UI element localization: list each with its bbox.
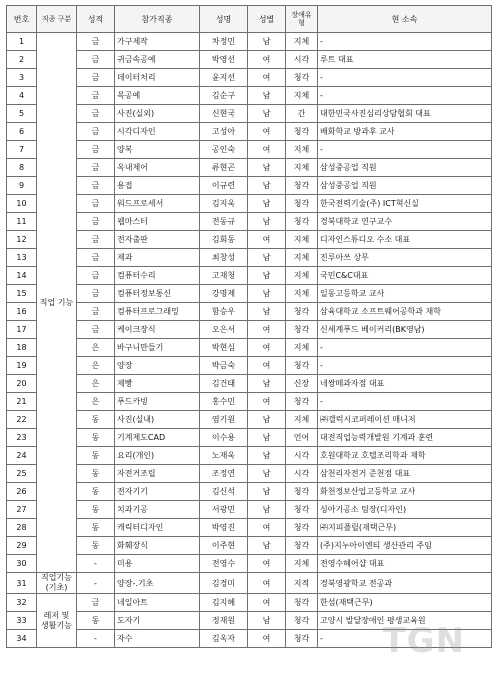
medal-cell: 금 [77, 105, 115, 123]
name-cell: 전영수 [200, 555, 248, 573]
affiliation-cell: 대한민국사진심리상담협회 대표 [318, 105, 492, 123]
name-cell: 김옥자 [200, 630, 248, 648]
row-number: 16 [7, 303, 37, 321]
disability-cell: 지체 [286, 555, 318, 573]
disability-cell: 청각 [286, 213, 318, 231]
medal-cell: 금 [77, 123, 115, 141]
row-number: 8 [7, 159, 37, 177]
sex-cell: 남 [248, 483, 286, 501]
disability-cell: 지적 [286, 573, 318, 594]
disability-cell: 지체 [286, 267, 318, 285]
table-row [7, 483, 492, 501]
medal-cell: - [77, 573, 115, 594]
table-row [7, 51, 492, 69]
medal-cell: 금 [77, 594, 115, 612]
name-cell: 박금숙 [200, 357, 248, 375]
table-row [7, 573, 492, 594]
row-number: 24 [7, 447, 37, 465]
disability-cell: 청각 [286, 321, 318, 339]
sex-cell: 남 [248, 429, 286, 447]
medal-cell: 은 [77, 393, 115, 411]
sex-cell: 남 [248, 375, 286, 393]
table-row [7, 213, 492, 231]
name-cell: 홍수민 [200, 393, 248, 411]
event-cell: 캐릭터디자인 [115, 519, 200, 537]
affiliation-cell: 디자인스튜디오 수소 대표 [318, 231, 492, 249]
disability-cell: 청각 [286, 195, 318, 213]
event-cell: 사진(실외) [115, 105, 200, 123]
sex-cell: 여 [248, 69, 286, 87]
medal-cell: 금 [77, 321, 115, 339]
event-cell: 네일아트 [115, 594, 200, 612]
event-cell: 양장 [115, 357, 200, 375]
affiliation-cell: 대전직업능력개발원 기계과 훈련 [318, 429, 492, 447]
row-number: 31 [7, 573, 37, 594]
sex-cell: 남 [248, 159, 286, 177]
sex-cell: 여 [248, 555, 286, 573]
table-row [7, 303, 492, 321]
sex-cell: 남 [248, 249, 286, 267]
sex-cell: 여 [248, 141, 286, 159]
name-cell: 신현국 [200, 105, 248, 123]
event-cell: 화훼장식 [115, 537, 200, 555]
medal-cell: 금 [77, 51, 115, 69]
sex-cell: 남 [248, 267, 286, 285]
name-cell: 김신석 [200, 483, 248, 501]
affiliation-cell: - [318, 69, 492, 87]
category-leisure: 레저 및 생활기능 [37, 594, 77, 648]
event-cell: 기계제도CAD [115, 429, 200, 447]
sex-cell: 여 [248, 231, 286, 249]
table-row [7, 465, 492, 483]
table-row [7, 69, 492, 87]
disability-cell: 청각 [286, 483, 318, 501]
row-number: 18 [7, 339, 37, 357]
name-cell: 김지욱 [200, 195, 248, 213]
row-number: 12 [7, 231, 37, 249]
header-number: 번호 [7, 6, 37, 33]
affiliation-cell: 진루아쓰 상무 [318, 249, 492, 267]
event-cell: 데이터처리 [115, 69, 200, 87]
disability-cell: 신장 [286, 375, 318, 393]
medal-cell: 금 [77, 249, 115, 267]
affiliation-cell: - [318, 87, 492, 105]
affiliation-cell: ㈜지피플릴(재택근무) [318, 519, 492, 537]
event-cell: 제빵 [115, 375, 200, 393]
watermark-logo: TGN [382, 621, 465, 661]
table-row [7, 267, 492, 285]
table-row [7, 285, 492, 303]
medal-cell: 동 [77, 501, 115, 519]
medal-cell: - [77, 630, 115, 648]
event-cell: 요리(개인) [115, 447, 200, 465]
table-row [7, 159, 492, 177]
disability-cell: 지체 [286, 285, 318, 303]
medal-cell: 금 [77, 177, 115, 195]
disability-cell: 지체 [286, 231, 318, 249]
row-number: 14 [7, 267, 37, 285]
sex-cell: 여 [248, 630, 286, 648]
disability-cell: 간 [286, 105, 318, 123]
sex-cell: 남 [248, 213, 286, 231]
header-name: 성명 [200, 6, 248, 33]
sex-cell: 남 [248, 195, 286, 213]
row-number: 28 [7, 519, 37, 537]
row-number: 10 [7, 195, 37, 213]
affiliation-cell: 한국전력기술(주) ICT혁신실 [318, 195, 492, 213]
sex-cell: 여 [248, 573, 286, 594]
name-cell: 박영선 [200, 51, 248, 69]
table-row [7, 195, 492, 213]
disability-cell: 청각 [286, 393, 318, 411]
affiliation-cell: 고양시 발달장애인 평생교육원 [318, 612, 492, 630]
row-number: 19 [7, 357, 37, 375]
medal-cell: 금 [77, 303, 115, 321]
disability-cell: 청각 [286, 303, 318, 321]
medal-cell: 은 [77, 375, 115, 393]
row-number: 17 [7, 321, 37, 339]
sex-cell: 남 [248, 285, 286, 303]
name-cell: 최창성 [200, 249, 248, 267]
medal-cell: 동 [77, 519, 115, 537]
affiliation-cell: - [318, 357, 492, 375]
name-cell: 윤지선 [200, 69, 248, 87]
disability-cell: 청각 [286, 501, 318, 519]
medal-cell: 금 [77, 141, 115, 159]
row-number: 22 [7, 411, 37, 429]
affiliation-cell: - [318, 33, 492, 51]
name-cell: 이규련 [200, 177, 248, 195]
name-cell: 류현곤 [200, 159, 248, 177]
row-number: 23 [7, 429, 37, 447]
row-number: 6 [7, 123, 37, 141]
disability-cell: 지체 [286, 159, 318, 177]
affiliation-cell: 일동고등학교 교사 [318, 285, 492, 303]
affiliation-cell: 한섬(재택근무) [318, 594, 492, 612]
affiliation-cell: 경북대학교 연구교수 [318, 213, 492, 231]
sex-cell: 남 [248, 501, 286, 519]
name-cell: 차정민 [200, 33, 248, 51]
disability-cell: 청각 [286, 630, 318, 648]
table-row [7, 231, 492, 249]
sex-cell: 여 [248, 519, 286, 537]
disability-cell: 언어 [286, 429, 318, 447]
header-event: 참가직종 [115, 6, 200, 33]
disability-cell: 지체 [286, 33, 318, 51]
event-cell: 사진(실내) [115, 411, 200, 429]
affiliation-cell: 신세계푸드 베이커리(BK영남) [318, 321, 492, 339]
affiliation-cell: 배화학교 방과후 교사 [318, 123, 492, 141]
event-cell: 컴퓨터정보통신 [115, 285, 200, 303]
medal-cell: 동 [77, 447, 115, 465]
row-number: 13 [7, 249, 37, 267]
table-row [7, 33, 492, 51]
row-number: 1 [7, 33, 37, 51]
medal-cell: 금 [77, 159, 115, 177]
sex-cell: 남 [248, 87, 286, 105]
affiliation-cell: - [318, 393, 492, 411]
name-cell: 이수용 [200, 429, 248, 447]
table-row [7, 357, 492, 375]
table-row [7, 249, 492, 267]
row-number: 5 [7, 105, 37, 123]
table-row [7, 501, 492, 519]
header-sex: 성별 [248, 6, 286, 33]
affiliation-cell: - [318, 339, 492, 357]
disability-cell: 지체 [286, 411, 318, 429]
affiliation-cell: 루트 대표 [318, 51, 492, 69]
disability-cell: 청각 [286, 69, 318, 87]
row-number: 4 [7, 87, 37, 105]
name-cell: 노재욱 [200, 447, 248, 465]
table-row [7, 87, 492, 105]
medal-cell: 금 [77, 267, 115, 285]
table-row [7, 339, 492, 357]
event-cell: 자전거조립 [115, 465, 200, 483]
sex-cell: 여 [248, 321, 286, 339]
affiliation-cell: 삼천리자전거 준천점 대표 [318, 465, 492, 483]
event-cell: 치과기공 [115, 501, 200, 519]
row-number: 3 [7, 69, 37, 87]
name-cell: 김회동 [200, 231, 248, 249]
medal-cell: 동 [77, 411, 115, 429]
affiliation-cell: 삼성중공업 직원 [318, 159, 492, 177]
row-number: 21 [7, 393, 37, 411]
header-row [7, 6, 492, 33]
table-row [7, 177, 492, 195]
medal-cell: 동 [77, 465, 115, 483]
row-number: 20 [7, 375, 37, 393]
event-cell: 전자기기 [115, 483, 200, 501]
affiliation-cell: ㈜갤럭시코퍼레이션 매니저 [318, 411, 492, 429]
affiliation-cell: 싱아기공소 팀장(디자인) [318, 501, 492, 519]
row-number: 2 [7, 51, 37, 69]
disability-cell: 청각 [286, 519, 318, 537]
disability-cell: 시각 [286, 447, 318, 465]
medal-cell: 금 [77, 285, 115, 303]
sex-cell: 남 [248, 303, 286, 321]
table-row [7, 447, 492, 465]
event-cell: 가구제작 [115, 33, 200, 51]
name-cell: 오은서 [200, 321, 248, 339]
disability-cell: 청각 [286, 177, 318, 195]
medal-cell: 금 [77, 69, 115, 87]
results-table [6, 5, 492, 648]
table-row [7, 537, 492, 555]
disability-cell: 지체 [286, 87, 318, 105]
name-cell: 김순구 [200, 87, 248, 105]
name-cell: 김건태 [200, 375, 248, 393]
affiliation-cell: 경북영광학교 전공과 [318, 573, 492, 594]
event-cell: 웹마스터 [115, 213, 200, 231]
medal-cell: 동 [77, 429, 115, 447]
medal-cell: 금 [77, 213, 115, 231]
event-cell: 목공예 [115, 87, 200, 105]
disability-cell: 지체 [286, 249, 318, 267]
medal-cell: - [77, 555, 115, 573]
sex-cell: 남 [248, 465, 286, 483]
medal-cell: 동 [77, 483, 115, 501]
name-cell: 함승우 [200, 303, 248, 321]
table-row [7, 519, 492, 537]
disability-cell: 청각 [286, 612, 318, 630]
name-cell: 전동규 [200, 213, 248, 231]
row-number: 32 [7, 594, 37, 612]
row-number: 26 [7, 483, 37, 501]
event-cell: 푸드카빙 [115, 393, 200, 411]
name-cell: 김경미 [200, 573, 248, 594]
row-number: 33 [7, 612, 37, 630]
medal-cell: 동 [77, 537, 115, 555]
event-cell: 컴퓨터프로그래밍 [115, 303, 200, 321]
disability-cell: 지체 [286, 339, 318, 357]
table-row [7, 555, 492, 573]
table-row [7, 594, 492, 612]
medal-cell: 금 [77, 33, 115, 51]
disability-cell: 청각 [286, 357, 318, 375]
table-row [7, 375, 492, 393]
event-cell: 바구니만들기 [115, 339, 200, 357]
sex-cell: 남 [248, 537, 286, 555]
row-number: 25 [7, 465, 37, 483]
event-cell: 컴퓨터수리 [115, 267, 200, 285]
sex-cell: 여 [248, 393, 286, 411]
table-row [7, 321, 492, 339]
header-category: 직종 구분 [37, 6, 77, 33]
table-row [7, 393, 492, 411]
event-cell: 워드프로세서 [115, 195, 200, 213]
category-skills-basic: 직업기능 (기초) [37, 573, 77, 594]
name-cell: 염기원 [200, 411, 248, 429]
event-cell: 용접 [115, 177, 200, 195]
header-affiliation: 현 소속 [318, 6, 492, 33]
event-cell: 케이크장식 [115, 321, 200, 339]
affiliation-cell: 국민C&C대표 [318, 267, 492, 285]
affiliation-cell: 네쌍떼과자점 대표 [318, 375, 492, 393]
disability-cell: 청각 [286, 123, 318, 141]
affiliation-cell: 삼육대학교 소프트웨어공학과 재학 [318, 303, 492, 321]
row-number: 30 [7, 555, 37, 573]
name-cell: 공인숙 [200, 141, 248, 159]
affiliation-cell: 삼성중공업 직원 [318, 177, 492, 195]
results-table-container [6, 5, 491, 648]
event-cell: 양복 [115, 141, 200, 159]
sex-cell: 여 [248, 357, 286, 375]
category-skills: 직업 기능 [37, 33, 77, 573]
name-cell: 정재원 [200, 612, 248, 630]
sex-cell: 여 [248, 339, 286, 357]
name-cell: 이주현 [200, 537, 248, 555]
sex-cell: 남 [248, 177, 286, 195]
disability-cell: 청각 [286, 594, 318, 612]
sex-cell: 남 [248, 33, 286, 51]
affiliation-cell: - [318, 141, 492, 159]
event-cell: 양장-.기초 [115, 573, 200, 594]
name-cell: 조정연 [200, 465, 248, 483]
row-number: 7 [7, 141, 37, 159]
table-row [7, 411, 492, 429]
medal-cell: 동 [77, 612, 115, 630]
row-number: 34 [7, 630, 37, 648]
disability-cell: 청각 [286, 537, 318, 555]
affiliation-cell: 화천정보산업고등학교 교사 [318, 483, 492, 501]
row-number: 27 [7, 501, 37, 519]
event-cell: 도자기 [115, 612, 200, 630]
name-cell: 서광민 [200, 501, 248, 519]
disability-cell: 시각 [286, 465, 318, 483]
row-number: 9 [7, 177, 37, 195]
name-cell: 고성아 [200, 123, 248, 141]
table-row [7, 123, 492, 141]
disability-cell: 시각 [286, 51, 318, 69]
medal-cell: 금 [77, 195, 115, 213]
affiliation-cell: (주)지누아이엔티 생산관리 주임 [318, 537, 492, 555]
event-cell: 귀금속공예 [115, 51, 200, 69]
row-number: 11 [7, 213, 37, 231]
name-cell: 박현심 [200, 339, 248, 357]
header-result: 성적 [77, 6, 115, 33]
table-row [7, 141, 492, 159]
affiliation-cell: 호원대학교 호텔조리학과 재학 [318, 447, 492, 465]
disability-cell: 지체 [286, 141, 318, 159]
header-disability: 장애유형 [286, 6, 318, 33]
sex-cell: 남 [248, 105, 286, 123]
name-cell: 김지혜 [200, 594, 248, 612]
affiliation-cell: - [318, 630, 492, 648]
event-cell: 전자출판 [115, 231, 200, 249]
table-row [7, 105, 492, 123]
medal-cell: 은 [77, 339, 115, 357]
sex-cell: 남 [248, 612, 286, 630]
event-cell: 시각디자인 [115, 123, 200, 141]
medal-cell: 은 [77, 357, 115, 375]
event-cell: 제과 [115, 249, 200, 267]
sex-cell: 남 [248, 411, 286, 429]
name-cell: 고재청 [200, 267, 248, 285]
sex-cell: 여 [248, 51, 286, 69]
name-cell: 강명제 [200, 285, 248, 303]
table-body [7, 33, 492, 648]
row-number: 29 [7, 537, 37, 555]
medal-cell: 금 [77, 231, 115, 249]
name-cell: 박영진 [200, 519, 248, 537]
row-number: 15 [7, 285, 37, 303]
sex-cell: 여 [248, 123, 286, 141]
event-cell: 자수 [115, 630, 200, 648]
event-cell: 미용 [115, 555, 200, 573]
sex-cell: 여 [248, 594, 286, 612]
affiliation-cell: 전영수헤어샵 대표 [318, 555, 492, 573]
event-cell: 옥내제어 [115, 159, 200, 177]
sex-cell: 남 [248, 447, 286, 465]
medal-cell: 금 [77, 87, 115, 105]
table-row [7, 429, 492, 447]
